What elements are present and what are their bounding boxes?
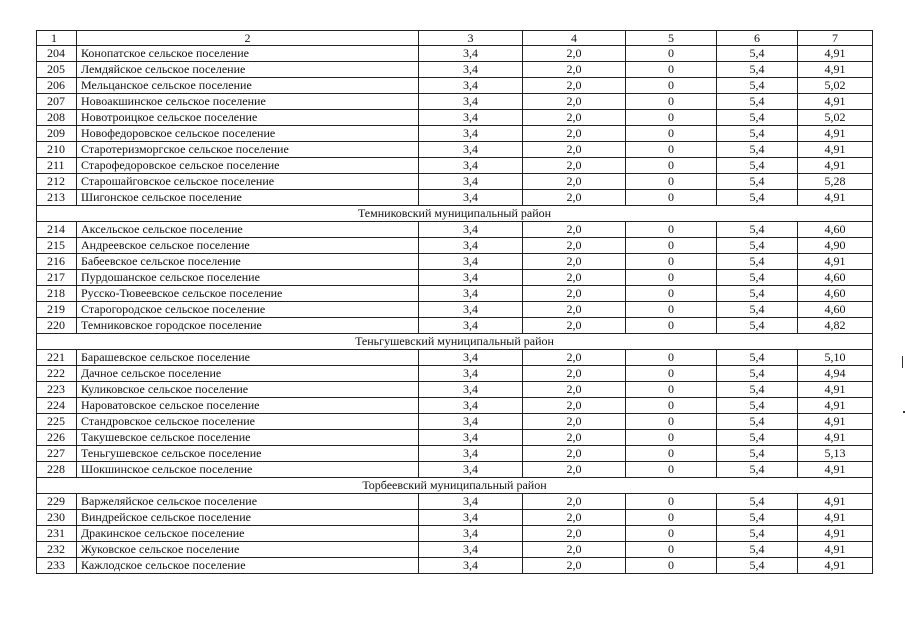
table-row <box>37 174 873 190</box>
value-col-3: 3,4 <box>419 78 523 94</box>
value-col-6: 5,4 <box>717 398 798 414</box>
settlement-name: Конопатское сельское поселение <box>77 46 419 62</box>
value-col-7: 4,91 <box>798 254 873 270</box>
value-col-4: 2,0 <box>523 446 626 462</box>
value-col-6: 5,4 <box>717 526 798 542</box>
value-col-3: 3,4 <box>419 110 523 126</box>
value-col-4: 2,0 <box>523 126 626 142</box>
settlement-name: Новоакшинское сельское поселение <box>77 94 419 110</box>
table-row <box>37 558 873 574</box>
value-col-3: 3,4 <box>419 382 523 398</box>
value-col-7: 5,10 <box>798 350 873 366</box>
settlement-name: Дракинское сельское поселение <box>77 526 419 542</box>
value-col-7: 4,82 <box>798 318 873 334</box>
value-col-6: 5,4 <box>717 302 798 318</box>
value-col-5: 0 <box>626 286 717 302</box>
value-col-3: 3,4 <box>419 62 523 78</box>
value-col-4: 2,0 <box>523 430 626 446</box>
value-col-5: 0 <box>626 366 717 382</box>
row-number: 215 <box>37 238 77 254</box>
table-row <box>37 382 873 398</box>
value-col-4: 2,0 <box>523 414 626 430</box>
value-col-5: 0 <box>626 142 717 158</box>
settlement-name: Жуковское сельское поселение <box>77 542 419 558</box>
value-col-6: 5,4 <box>717 510 798 526</box>
value-col-5: 0 <box>626 190 717 206</box>
value-col-3: 3,4 <box>419 302 523 318</box>
value-col-3: 3,4 <box>419 190 523 206</box>
value-col-3: 3,4 <box>419 126 523 142</box>
row-number: 213 <box>37 190 77 206</box>
row-number: 224 <box>37 398 77 414</box>
value-col-6: 5,4 <box>717 126 798 142</box>
value-col-4: 2,0 <box>523 382 626 398</box>
value-col-5: 0 <box>626 494 717 510</box>
value-col-5: 0 <box>626 158 717 174</box>
row-number: 211 <box>37 158 77 174</box>
value-col-5: 0 <box>626 302 717 318</box>
value-col-7: 4,90 <box>798 238 873 254</box>
value-col-3: 3,4 <box>419 430 523 446</box>
value-col-7: 5,28 <box>798 174 873 190</box>
value-col-3: 3,4 <box>419 254 523 270</box>
value-col-4: 2,0 <box>523 542 626 558</box>
value-col-7: 4,60 <box>798 222 873 238</box>
value-col-4: 2,0 <box>523 558 626 574</box>
settlement-name: Нароватовское сельское поселение <box>77 398 419 414</box>
value-col-7: 4,91 <box>798 190 873 206</box>
value-col-5: 0 <box>626 78 717 94</box>
table-row <box>37 46 873 62</box>
value-col-5: 0 <box>626 238 717 254</box>
value-col-3: 3,4 <box>419 510 523 526</box>
settlement-name: Новотроицкое сельское поселение <box>77 110 419 126</box>
value-col-6: 5,4 <box>717 462 798 478</box>
value-col-3: 3,4 <box>419 366 523 382</box>
settlement-name: Барашевское сельское поселение <box>77 350 419 366</box>
table-row <box>37 62 873 78</box>
value-col-5: 0 <box>626 398 717 414</box>
settlement-name: Варжеляйское сельское поселение <box>77 494 419 510</box>
row-number: 209 <box>37 126 77 142</box>
value-col-5: 0 <box>626 126 717 142</box>
value-col-7: 4,91 <box>798 158 873 174</box>
value-col-5: 0 <box>626 526 717 542</box>
value-col-6: 5,4 <box>717 254 798 270</box>
value-col-5: 0 <box>626 350 717 366</box>
settlement-name: Бабеевское сельское поселение <box>77 254 419 270</box>
value-col-7: 4,91 <box>798 142 873 158</box>
settlement-name: Новофедоровское сельское поселение <box>77 126 419 142</box>
table-row <box>37 302 873 318</box>
header-cell: 2 <box>77 31 419 46</box>
settlement-name: Такушевское сельское поселение <box>77 430 419 446</box>
value-col-7: 4,91 <box>798 414 873 430</box>
settlement-name: Виндрейское сельское поселение <box>77 510 419 526</box>
value-col-7: 4,91 <box>798 558 873 574</box>
value-col-3: 3,4 <box>419 222 523 238</box>
row-number: 217 <box>37 270 77 286</box>
value-col-6: 5,4 <box>717 78 798 94</box>
row-number: 232 <box>37 542 77 558</box>
value-col-3: 3,4 <box>419 558 523 574</box>
settlement-name: Темниковское городское поселение <box>77 318 419 334</box>
value-col-3: 3,4 <box>419 446 523 462</box>
value-col-6: 5,4 <box>717 318 798 334</box>
value-col-6: 5,4 <box>717 142 798 158</box>
value-col-7: 4,91 <box>798 46 873 62</box>
value-col-5: 0 <box>626 110 717 126</box>
value-col-4: 2,0 <box>523 222 626 238</box>
value-col-3: 3,4 <box>419 462 523 478</box>
table-row <box>37 78 873 94</box>
value-col-3: 3,4 <box>419 46 523 62</box>
header-cell: 3 <box>419 31 523 46</box>
table-row <box>37 238 873 254</box>
row-number: 230 <box>37 510 77 526</box>
value-col-4: 2,0 <box>523 302 626 318</box>
value-col-6: 5,4 <box>717 158 798 174</box>
value-col-5: 0 <box>626 318 717 334</box>
table-row <box>37 142 873 158</box>
value-col-3: 3,4 <box>419 174 523 190</box>
value-col-6: 5,4 <box>717 382 798 398</box>
value-col-4: 2,0 <box>523 46 626 62</box>
table-row <box>37 414 873 430</box>
value-col-6: 5,4 <box>717 62 798 78</box>
header-cell: 6 <box>717 31 798 46</box>
value-col-4: 2,0 <box>523 78 626 94</box>
value-col-4: 2,0 <box>523 158 626 174</box>
value-col-7: 4,91 <box>798 494 873 510</box>
value-col-3: 3,4 <box>419 94 523 110</box>
value-col-3: 3,4 <box>419 350 523 366</box>
value-col-3: 3,4 <box>419 414 523 430</box>
value-col-5: 0 <box>626 62 717 78</box>
table-row <box>37 510 873 526</box>
value-col-6: 5,4 <box>717 286 798 302</box>
row-number: 220 <box>37 318 77 334</box>
value-col-5: 0 <box>626 462 717 478</box>
value-col-7: 4,91 <box>798 398 873 414</box>
table-row <box>37 94 873 110</box>
value-col-4: 2,0 <box>523 190 626 206</box>
value-col-4: 2,0 <box>523 254 626 270</box>
settlement-name: Русско-Тювеевское сельское поселение <box>77 286 419 302</box>
value-col-6: 5,4 <box>717 46 798 62</box>
table-row <box>37 254 873 270</box>
row-number: 206 <box>37 78 77 94</box>
value-col-5: 0 <box>626 414 717 430</box>
row-number: 208 <box>37 110 77 126</box>
row-number: 229 <box>37 494 77 510</box>
row-number: 204 <box>37 46 77 62</box>
row-number: 210 <box>37 142 77 158</box>
value-col-4: 2,0 <box>523 62 626 78</box>
table-row <box>37 270 873 286</box>
value-col-3: 3,4 <box>419 526 523 542</box>
value-col-3: 3,4 <box>419 286 523 302</box>
value-col-5: 0 <box>626 446 717 462</box>
value-col-4: 2,0 <box>523 526 626 542</box>
settlement-name: Кажлодское сельское поселение <box>77 558 419 574</box>
value-col-6: 5,4 <box>717 494 798 510</box>
value-col-6: 5,4 <box>717 94 798 110</box>
value-col-7: 5,02 <box>798 78 873 94</box>
value-col-4: 2,0 <box>523 318 626 334</box>
value-col-3: 3,4 <box>419 270 523 286</box>
value-col-7: 4,91 <box>798 462 873 478</box>
row-number: 218 <box>37 286 77 302</box>
settlement-name: Старогородское сельское поселение <box>77 302 419 318</box>
value-col-4: 2,0 <box>523 270 626 286</box>
value-col-6: 5,4 <box>717 238 798 254</box>
value-col-5: 0 <box>626 558 717 574</box>
row-number: 225 <box>37 414 77 430</box>
value-col-5: 0 <box>626 430 717 446</box>
table-row <box>37 430 873 446</box>
table-row <box>37 190 873 206</box>
table-row <box>37 494 873 510</box>
value-col-5: 0 <box>626 254 717 270</box>
settlement-name: Пурдошанское сельское поселение <box>77 270 419 286</box>
table-row <box>37 542 873 558</box>
value-col-6: 5,4 <box>717 558 798 574</box>
value-col-7: 4,91 <box>798 510 873 526</box>
value-col-5: 0 <box>626 46 717 62</box>
value-col-4: 2,0 <box>523 510 626 526</box>
settlement-name: Стандровское сельское поселение <box>77 414 419 430</box>
value-col-6: 5,4 <box>717 174 798 190</box>
table-row <box>37 318 873 334</box>
table-row <box>37 398 873 414</box>
value-col-7: 4,91 <box>798 382 873 398</box>
value-col-4: 2,0 <box>523 398 626 414</box>
value-col-3: 3,4 <box>419 142 523 158</box>
row-number: 207 <box>37 94 77 110</box>
value-col-4: 2,0 <box>523 350 626 366</box>
row-number: 212 <box>37 174 77 190</box>
table-body <box>37 31 873 574</box>
table-row <box>37 110 873 126</box>
header-cell: 5 <box>626 31 717 46</box>
row-number: 233 <box>37 558 77 574</box>
value-col-4: 2,0 <box>523 174 626 190</box>
header-row <box>37 31 873 46</box>
settlement-name: Андреевское сельское поселение <box>77 238 419 254</box>
value-col-6: 5,4 <box>717 446 798 462</box>
value-col-6: 5,4 <box>717 270 798 286</box>
section-title: Теньгушевский муниципальный район <box>37 334 873 350</box>
value-col-5: 0 <box>626 542 717 558</box>
value-col-4: 2,0 <box>523 142 626 158</box>
value-col-5: 0 <box>626 382 717 398</box>
row-number: 231 <box>37 526 77 542</box>
table-row <box>37 366 873 382</box>
row-number: 216 <box>37 254 77 270</box>
value-col-5: 0 <box>626 174 717 190</box>
table-row <box>37 446 873 462</box>
settlement-name: Лемдяйское сельское поселение <box>77 62 419 78</box>
settlement-name: Старофедоровское сельское поселение <box>77 158 419 174</box>
data-table <box>36 30 873 574</box>
settlement-name: Шигонское сельское поселение <box>77 190 419 206</box>
value-col-3: 3,4 <box>419 398 523 414</box>
value-col-4: 2,0 <box>523 366 626 382</box>
value-col-7: 4,91 <box>798 126 873 142</box>
section-title: Темниковский муниципальный район <box>37 206 873 222</box>
table-row <box>37 350 873 366</box>
value-col-6: 5,4 <box>717 190 798 206</box>
value-col-7: 5,02 <box>798 110 873 126</box>
value-col-5: 0 <box>626 94 717 110</box>
value-col-7: 4,60 <box>798 270 873 286</box>
section-row <box>37 478 873 494</box>
value-col-6: 5,4 <box>717 222 798 238</box>
value-col-6: 5,4 <box>717 350 798 366</box>
value-col-7: 4,60 <box>798 286 873 302</box>
table-row <box>37 286 873 302</box>
settlement-name: Старошайговское сельское поселение <box>77 174 419 190</box>
value-col-6: 5,4 <box>717 414 798 430</box>
row-number: 228 <box>37 462 77 478</box>
table-row <box>37 462 873 478</box>
settlement-name: Куликовское сельское поселение <box>77 382 419 398</box>
value-col-6: 5,4 <box>717 366 798 382</box>
value-col-7: 4,91 <box>798 526 873 542</box>
value-col-7: 5,13 <box>798 446 873 462</box>
value-col-6: 5,4 <box>717 430 798 446</box>
value-col-3: 3,4 <box>419 238 523 254</box>
value-col-5: 0 <box>626 510 717 526</box>
value-col-5: 0 <box>626 270 717 286</box>
value-col-6: 5,4 <box>717 110 798 126</box>
value-col-7: 4,91 <box>798 430 873 446</box>
table-row <box>37 158 873 174</box>
row-number: 205 <box>37 62 77 78</box>
value-col-4: 2,0 <box>523 286 626 302</box>
table-row <box>37 222 873 238</box>
row-number: 219 <box>37 302 77 318</box>
value-col-3: 3,4 <box>419 318 523 334</box>
row-number: 223 <box>37 382 77 398</box>
settlement-name: Дачное сельское поселение <box>77 366 419 382</box>
value-col-4: 2,0 <box>523 94 626 110</box>
value-col-4: 2,0 <box>523 494 626 510</box>
header-cell: 4 <box>523 31 626 46</box>
value-col-4: 2,0 <box>523 462 626 478</box>
value-col-7: 4,91 <box>798 542 873 558</box>
settlement-name: Аксельское сельское поселение <box>77 222 419 238</box>
value-col-5: 0 <box>626 222 717 238</box>
value-col-3: 3,4 <box>419 542 523 558</box>
section-row <box>37 206 873 222</box>
table-row <box>37 126 873 142</box>
value-col-7: 4,91 <box>798 94 873 110</box>
row-number: 222 <box>37 366 77 382</box>
header-cell: 1 <box>37 31 77 46</box>
header-cell: 7 <box>798 31 873 46</box>
table-row <box>37 526 873 542</box>
row-number: 227 <box>37 446 77 462</box>
settlement-name: Старотеризморгское сельское поселение <box>77 142 419 158</box>
value-col-7: 4,94 <box>798 366 873 382</box>
row-number: 221 <box>37 350 77 366</box>
row-number: 214 <box>37 222 77 238</box>
section-row <box>37 334 873 350</box>
value-col-6: 5,4 <box>717 542 798 558</box>
margin-mark <box>902 356 903 368</box>
value-col-3: 3,4 <box>419 158 523 174</box>
settlement-name: Теньгушевское сельское поселение <box>77 446 419 462</box>
value-col-3: 3,4 <box>419 494 523 510</box>
value-col-4: 2,0 <box>523 238 626 254</box>
settlement-name: Мельцанское сельское поселение <box>77 78 419 94</box>
settlement-name: Шокшинское сельское поселение <box>77 462 419 478</box>
value-col-7: 4,91 <box>798 62 873 78</box>
value-col-4: 2,0 <box>523 110 626 126</box>
value-col-7: 4,60 <box>798 302 873 318</box>
section-title: Торбеевский муниципальный район <box>37 478 873 494</box>
row-number: 226 <box>37 430 77 446</box>
